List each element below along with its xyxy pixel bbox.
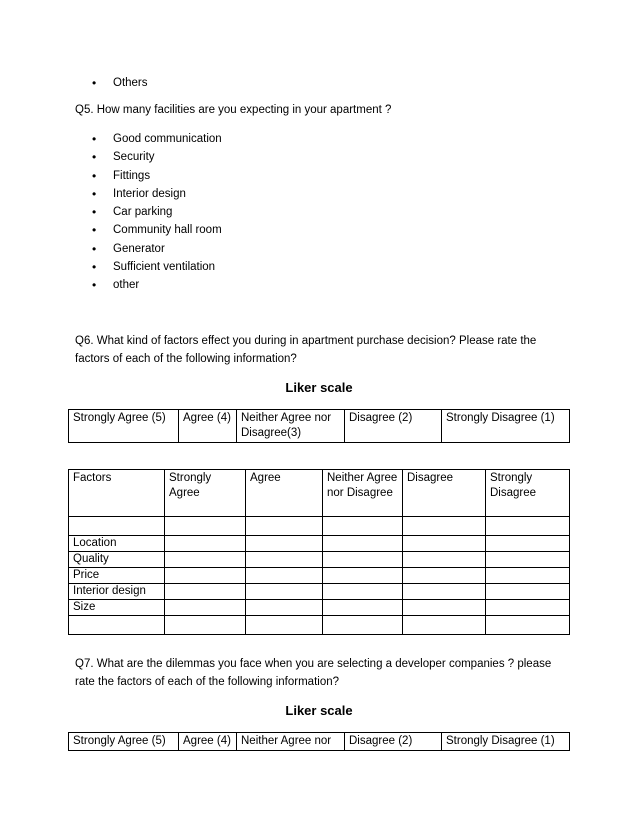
list-item: • Sufficient ventilation — [92, 258, 222, 276]
factor-header: Agree — [246, 470, 323, 517]
list-item: • Community hall room — [92, 221, 222, 239]
list-item: • Car parking — [92, 203, 222, 221]
list-item: • other — [92, 276, 222, 294]
table-row — [69, 584, 570, 600]
q5-options-list — [92, 130, 222, 295]
scale-cell: Strongly Agree (5) — [69, 410, 179, 443]
table-row — [69, 568, 570, 584]
scale-cell: Neither Agree nor — [237, 733, 345, 751]
factor-header: Strongly Agree — [165, 470, 246, 517]
factor-header: Strongly Disagree — [486, 470, 570, 517]
list-item: • Security — [92, 148, 222, 166]
factor-name: Quality — [69, 552, 165, 568]
table-row — [69, 517, 570, 536]
top-bullet-list — [92, 74, 148, 92]
factor-name: Location — [69, 536, 165, 552]
factor-header: Factors — [69, 470, 165, 517]
list-item: • Fittings — [92, 167, 222, 185]
scale-cell: Disagree (2) — [345, 733, 442, 751]
factor-name: Size — [69, 600, 165, 616]
scale-cell: Strongly Agree (5) — [69, 733, 179, 751]
scale-cell: Agree (4) — [179, 733, 237, 751]
scale-cell: Disagree (2) — [345, 410, 442, 443]
q7-question: Q7. What are the dilemmas you face when you are selecting a developer companies ? please rate the factors of each of the following information? — [75, 658, 552, 688]
q6-factor-table — [68, 469, 570, 635]
list-item: • Generator — [92, 240, 222, 258]
factor-name: Price — [69, 568, 165, 584]
q5-question: Q5. How many facilities are you expecting in your apartment ? — [75, 104, 392, 116]
q7-scale-table — [68, 732, 570, 751]
table-row — [69, 600, 570, 616]
scale-cell: Agree (4) — [179, 410, 237, 443]
q6-scale-title: Liker scale — [285, 380, 353, 395]
table-row — [69, 552, 570, 568]
scale-cell: Strongly Disagree (1) — [442, 733, 570, 751]
q6-question: Q6. What kind of factors effect you during in apartment purchase decision? Please rate the factors of each of the following information? — [75, 335, 537, 365]
q7-scale-title: Liker scale — [285, 703, 353, 718]
factor-header: Disagree — [403, 470, 486, 517]
factor-name: Interior design — [69, 584, 165, 600]
factor-header: Neither Agree nor Disagree — [323, 470, 403, 517]
list-item: • Interior design — [92, 185, 222, 203]
table-row — [69, 616, 570, 635]
q6-scale-table — [68, 409, 570, 443]
list-item: • Others — [92, 74, 148, 92]
list-item: • Good communication — [92, 130, 222, 148]
table-row — [69, 536, 570, 552]
scale-cell: Neither Agree nor Disagree(3) — [237, 410, 345, 443]
scale-cell: Strongly Disagree (1) — [442, 410, 570, 443]
